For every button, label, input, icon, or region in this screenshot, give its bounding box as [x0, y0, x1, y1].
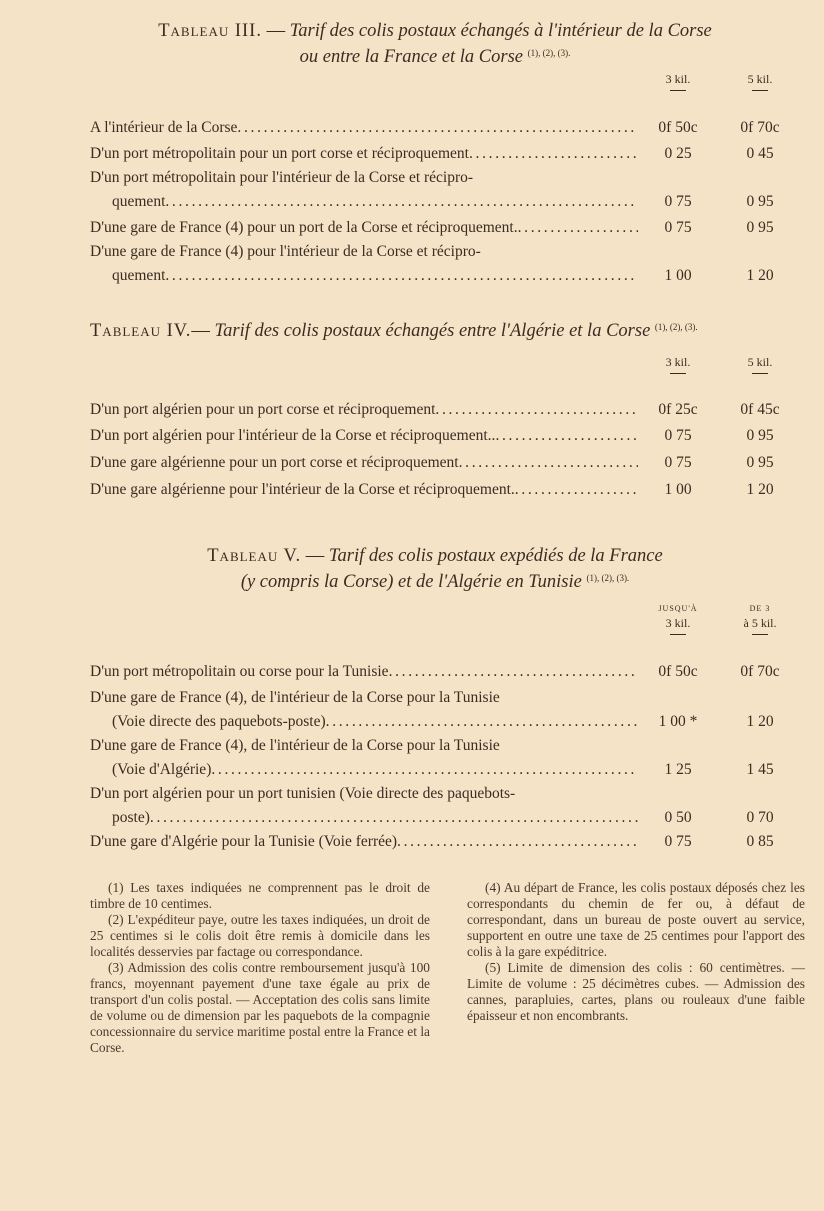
footnote-5: (5) Limite de dimension des colis : 60 centimètres. — Limite de volume : 25 décimètres cubes. — Admission des cannes, parapluies, cartes, plans ou rouleaux d'une faible épaisseur et non encombrants.	[467, 960, 805, 1023]
value-col1: 1 00	[664, 481, 692, 498]
table4-row	[90, 451, 780, 475]
value-col2: 1 20	[746, 267, 774, 284]
dot-leader	[326, 710, 638, 734]
row-description	[90, 116, 638, 140]
value-col1: 0 75	[664, 219, 692, 236]
footnote-3: (3) Admission des colis contre remboursement jusqu'à 100 francs, moyennant payement d'une taxe égale au prix de transport d'un colis postal. — Acceptation des colis sans limite de volume ou de dimension par les paquebots de la compagnie concessionnaire du service maritime postal entre la France et la Corse.	[90, 960, 430, 1055]
value-col2: 0f 45c	[740, 401, 780, 418]
footnote-2: (2) L'expéditeur paye, outre les taxes indiquées, un droit de 25 centimes si le colis doit être remis à domicile dans les localités desservies par factage ou correspondance.	[90, 912, 430, 959]
value-col2: 1 45	[746, 761, 774, 778]
table4-row	[90, 398, 780, 422]
row-description	[90, 734, 638, 782]
row-text: D'une gare d'Algérie pour la Tunisie (Voie ferrée)	[90, 833, 398, 850]
row-text: D'une gare de France (4), de l'intérieur de la Corse pour la Tunisie	[90, 737, 500, 754]
table5-row	[90, 734, 780, 782]
value-col2: 0 70	[746, 809, 774, 826]
row-description	[90, 142, 638, 166]
row-text: D'un port algérien pour l'intérieur de la Corse et réciproquement..	[90, 427, 496, 444]
value-col2: 0 85	[746, 833, 774, 850]
table3-refs: (1), (2), (3).	[527, 48, 571, 58]
table5-label: Tableau V.	[207, 546, 302, 566]
dot-leader	[211, 758, 638, 782]
row-description	[90, 451, 638, 475]
row-text: D'un port métropolitain pour l'intérieur de la Corse et récipro-	[90, 169, 474, 186]
row-text: (Voie directe des paquebots-poste)	[112, 713, 326, 730]
table3-col1-header: 3 kil.	[638, 72, 718, 91]
dot-leader	[165, 264, 638, 288]
table5-col2-header: DE 3 à 5 kil.	[720, 602, 800, 635]
dot-leader	[518, 216, 638, 240]
row-description	[90, 398, 638, 422]
table4-title: Tableau IV.— Tarif des colis postaux échangés entre l'Algérie et la Corse $^{(1), (2), (3).}$	[90, 321, 698, 341]
value-col1: 0f 25c	[658, 401, 698, 418]
value-col2: 0f 70c	[740, 663, 780, 680]
table3-row	[90, 216, 780, 240]
row-text: D'un port algérien pour un port tunisien (Voie directe des paquebots-	[90, 785, 516, 802]
footnote-1: (1) Les taxes indiquées ne comprennent pas le droit de timbre de 10 centimes.	[90, 880, 430, 911]
table4-col1-header: 3 kil.	[638, 355, 718, 374]
table3-col2-header: 5 kil.	[720, 72, 800, 91]
table3-row	[90, 116, 780, 140]
value-col2: 0 45	[746, 145, 774, 162]
row-text: D'un port métropolitain ou corse pour la Tunisie	[90, 663, 389, 680]
value-col1: 1 00	[664, 267, 692, 284]
dot-leader	[495, 424, 638, 448]
table3-row	[90, 142, 780, 166]
row-text: D'une gare algérienne pour un port corse et réciproquement	[90, 454, 459, 471]
row-description	[90, 782, 638, 830]
value-col1: 0 75	[664, 454, 692, 471]
value-col1: 0 75	[664, 427, 692, 444]
row-description	[90, 686, 638, 734]
table5-row	[90, 686, 780, 734]
table5-title-line1: Tarif des colis postaux expédiés de la France	[328, 546, 663, 566]
dot-leader	[237, 116, 638, 140]
dot-leader	[435, 398, 638, 422]
row-text: D'un port métropolitain pour un port corse et réciproquement	[90, 145, 469, 162]
row-text: (Voie d'Algérie)	[112, 761, 212, 778]
table3-title-line2: ou entre la France et la Corse	[299, 47, 523, 67]
dot-leader	[389, 660, 638, 684]
value-col2: 0f 70c	[740, 119, 780, 136]
dot-leader	[165, 190, 638, 214]
dot-leader	[459, 451, 638, 475]
row-description	[90, 478, 638, 502]
dot-leader	[469, 142, 638, 166]
table5-title-line2: (y compris la Corse) et de l'Algérie en Tunisie	[240, 572, 582, 592]
table4-row	[90, 478, 780, 502]
table4-label: Tableau IV.	[90, 321, 192, 341]
dot-leader	[397, 830, 638, 854]
value-col1: 0 50	[664, 809, 692, 826]
dot-leader	[515, 478, 638, 502]
value-col1: 0 25	[664, 145, 692, 162]
row-text: D'une gare de France (4) pour un port de la Corse et réciproquement.	[90, 219, 518, 236]
value-col2: 1 20	[746, 481, 774, 498]
row-description	[90, 830, 638, 854]
row-text: D'une gare algérienne pour l'intérieur de la Corse et réciproquement.	[90, 481, 515, 498]
row-description	[90, 166, 638, 214]
table5-row	[90, 660, 780, 684]
table3-row	[90, 166, 780, 214]
value-col2: 0 95	[746, 219, 774, 236]
value-col2: 0 95	[746, 427, 774, 444]
row-text: A l'intérieur de la Corse	[90, 119, 238, 136]
table5-refs: (1), (2), (3).	[586, 573, 630, 583]
row-description	[90, 660, 638, 684]
footnotes-left	[90, 880, 430, 1056]
value-col1: 1 00 *	[658, 713, 698, 730]
row-text: D'une gare de France (4), de l'intérieur de la Corse pour la Tunisie	[90, 689, 500, 706]
row-description	[90, 240, 638, 288]
table3-label: Tableau III.	[158, 21, 262, 41]
table5-row	[90, 782, 780, 830]
row-text: quement	[112, 267, 166, 284]
value-col2: 1 20	[746, 713, 774, 730]
value-col2: 0 95	[746, 193, 774, 210]
table5-row	[90, 830, 780, 854]
footnote-4: (4) Au départ de France, les colis postaux déposés chez les correspondants du chemin de fer ou, à défaut de correspondant, dans un bureau de poste ouvert au service, supportent en outre une taxe de 25 centimes pour l'apport des colis à la gare expéditrice.	[467, 880, 805, 959]
table3-title: Tableau III. — Tarif des colis postaux échangés à l'intérieur de la Corse ou entre la France et la Corse $^{(1), (2), (3).}$	[158, 21, 712, 67]
value-col1: 0f 50c	[658, 663, 698, 680]
dot-leader	[150, 806, 638, 830]
row-text: poste)	[112, 809, 150, 826]
row-text: D'une gare de France (4) pour l'intérieur de la Corse et récipro-	[90, 243, 481, 260]
table5-title: Tableau V. — Tarif des colis postaux expédiés de la France (y compris la Corse) et de l'Algérie en Tunisie $^{(1), (2), (3).}$	[207, 546, 663, 592]
value-col1: 1 25	[664, 761, 692, 778]
footnotes-right	[467, 880, 805, 1024]
value-col1: 0 75	[664, 833, 692, 850]
value-col1: 0 75	[664, 193, 692, 210]
table4-refs: (1), (2), (3).	[654, 322, 698, 332]
table4-title-line1: Tarif des colis postaux échangés entre l'Algérie et la Corse	[214, 321, 651, 341]
table3-row	[90, 240, 780, 288]
table3-title-line1: Tarif des colis postaux échangés à l'intérieur de la Corse	[289, 21, 712, 41]
table4-col2-header: 5 kil.	[720, 355, 800, 374]
table5-col1-header: JUSQU'À 3 kil.	[638, 602, 718, 635]
row-text: D'un port algérien pour un port corse et réciproquement	[90, 401, 436, 418]
value-col2: 0 95	[746, 454, 774, 471]
row-description	[90, 424, 638, 448]
value-col1: 0f 50c	[658, 119, 698, 136]
table4-row	[90, 424, 780, 448]
row-text: quement	[112, 193, 166, 210]
row-description	[90, 216, 638, 240]
